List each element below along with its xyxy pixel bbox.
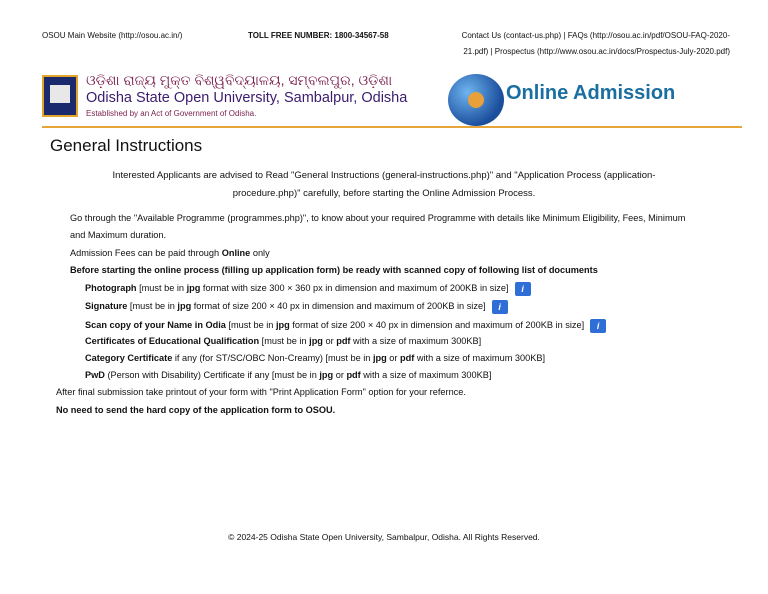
hardcopy-note: No need to send the hard copy of the application form to OSOU.	[56, 405, 336, 415]
main-website-link[interactable]: OSOU Main Website (http://osou.ac.in/)	[42, 31, 183, 40]
footer-copyright: © 2024-25 Odisha State Open University, Sambalpur, Odisha. All Rights Reserved.	[228, 532, 540, 542]
doc-photograph: Photograph [must be in jpg format with size 300 × 360 px in dimension and maximum of 200KB in size] i	[85, 280, 531, 297]
info-icon[interactable]: i	[590, 319, 606, 333]
online-admission-title: Online Admission	[506, 82, 676, 104]
university-logo-icon[interactable]	[42, 75, 78, 117]
doc-education: Certificates of Educational Qualification [must be in jpg or pdf with a size of maximum 300KB]	[85, 336, 482, 346]
university-name-odia: ଓଡ଼ିଶା ରାଜ୍ୟ ମୁକ୍ତ ବିଶ୍ୱବିଦ୍ୟାଳୟ, ସମ୍ବଲପୁର, ଓଡ଼ିଶା	[86, 72, 393, 88]
info-icon[interactable]: i	[515, 282, 531, 296]
doc-signature: Signature [must be in jpg format of size 200 × 40 px in dimension and maximum of 200KB in size] i	[85, 298, 508, 315]
top-links[interactable]: Contact Us (contact-us.php) | FAQs (http://osou.ac.in/pdf/OSOU-FAQ-2020-21.pdf) | Prospectus (http://www.osou.ac.in/docs/Prospectus-July-2020.pdf)	[461, 31, 730, 56]
header-divider	[42, 126, 742, 128]
site-header	[42, 72, 742, 126]
established-note: Established by an Act of Government of Odisha.	[86, 109, 257, 118]
doc-name-odia: Scan copy of your Name in Odia [must be in jpg format of size 200 × 40 px in dimension and maximum of 200KB in size] i	[85, 317, 606, 334]
doc-pwd: PwD (Person with Disability) Certificate if any [must be in jpg or pdf with a size of maximum 300KB]	[85, 370, 492, 380]
printout-note: After final submission take printout of your form with "Print Application Form" option for your refernce.	[56, 387, 466, 397]
globe-icon	[448, 74, 504, 126]
documents-heading: Before starting the online process (filling up application form) be ready with scanned copy of following list of documents	[70, 265, 598, 275]
intro-text: Interested Applicants are advised to Read "General Instructions (general-instructions.php)" and "Application Process (application-procedure.php)" carefully, before starting the Online Admission Process.	[112, 170, 656, 199]
programme-note: Go through the "Available Programme (programmes.php)", to know about your required Programme with details like Minimum Eligibility, Fees, Minimum and Maximum duration.	[70, 213, 686, 240]
page-title: General Instructions	[50, 136, 203, 155]
university-name: Odisha State Open University, Sambalpur, Odisha	[86, 90, 408, 106]
toll-free-number: TOLL FREE NUMBER: 1800-34567-58	[248, 31, 389, 40]
info-icon[interactable]: i	[492, 300, 508, 314]
doc-category: Category Certificate if any (for ST/SC/OBC Non-Creamy) [must be in jpg or pdf with a size of maximum 300KB]	[85, 353, 546, 363]
fees-note: Admission Fees can be paid through Online only	[70, 248, 270, 258]
